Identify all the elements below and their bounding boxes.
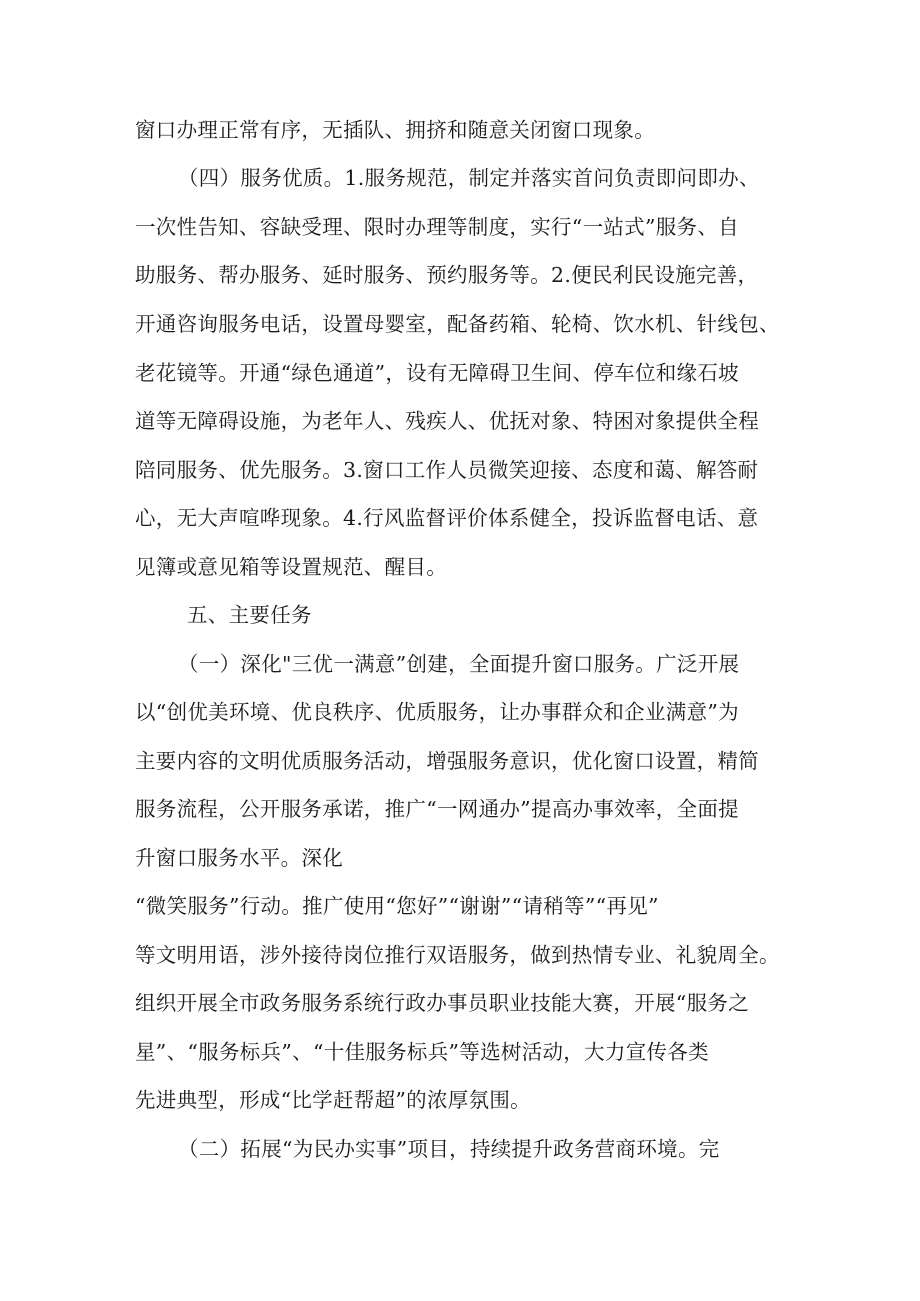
section-heading: 五、主要任务 xyxy=(187,603,312,627)
text-line: 道等无障碍设施，为老年人、残疾人、优抚对象、特困对象提供全程 xyxy=(135,409,759,433)
text-line: （二）拓展“为民办实事”项目，持续提升政务营商环境。完 xyxy=(178,1137,720,1161)
text-line: 助服务、帮办服务、延时服务、预约服务等。2.便民利民设施完善， xyxy=(135,263,759,287)
text-line: 心，无大声喧哗现象。4.行风监督评价体系健全，投诉监督电话、意 xyxy=(135,506,759,530)
text-line: “微笑服务”行动。推广使用“您好”“谢谢”“请稍等”“再见” xyxy=(135,894,659,918)
text-line: 开通咨询服务电话，设置母婴室，配备药箱、轮椅、饮水机、针线包、 xyxy=(135,312,780,336)
text-line: 主要内容的文明优质服务活动，增强服务意识，优化窗口设置，精简 xyxy=(135,749,759,773)
text-line: 老花镜等。开通“绿色通道”，设有无障碍卫生间、停车位和缘石坡 xyxy=(135,361,739,385)
text-line: 见簿或意见箱等设置规范、醒目。 xyxy=(135,555,447,579)
text-line: 以“创优美环境、优良秩序、优质服务，让办事群众和企业满意”为 xyxy=(135,700,739,724)
text-line: 等文明用语，涉外接待岗位推行双语服务，做到热情专业、礼貌周全。 xyxy=(135,943,780,967)
text-line: 陪同服务、优先服务。3.窗口工作人员微笑迎接、态度和蔼、解答耐 xyxy=(135,458,759,482)
text-line: 一次性告知、容缺受理、限时办理等制度，实行“一站式”服务、自 xyxy=(135,215,739,239)
text-line: 先进典型，形成“比学赶帮超”的浓厚氛围。 xyxy=(135,1088,531,1112)
text-line: 升窗口服务水平。深化 xyxy=(135,846,343,870)
text-line: （四）服务优质。1.服务规范，制定并落实首问负责即问即办、 xyxy=(178,166,760,190)
text-line: 窗口办理正常有序，无插队、拥挤和随意关闭窗口现象。 xyxy=(135,118,655,142)
text-line: （一）深化"三优一满意”创建，全面提升窗口服务。广泛开展 xyxy=(178,652,740,676)
text-line: 组织开展全市政务服务系统行政办事员职业技能大赛，开展“服务之 xyxy=(135,991,749,1015)
text-line: 星”、“服务标兵”、“十佳服务标兵”等选树活动，大力宣传各类 xyxy=(135,1040,709,1064)
text-line: 服务流程，公开服务承诺，推广“一网通办”提高办事效率，全面提 xyxy=(135,797,739,821)
